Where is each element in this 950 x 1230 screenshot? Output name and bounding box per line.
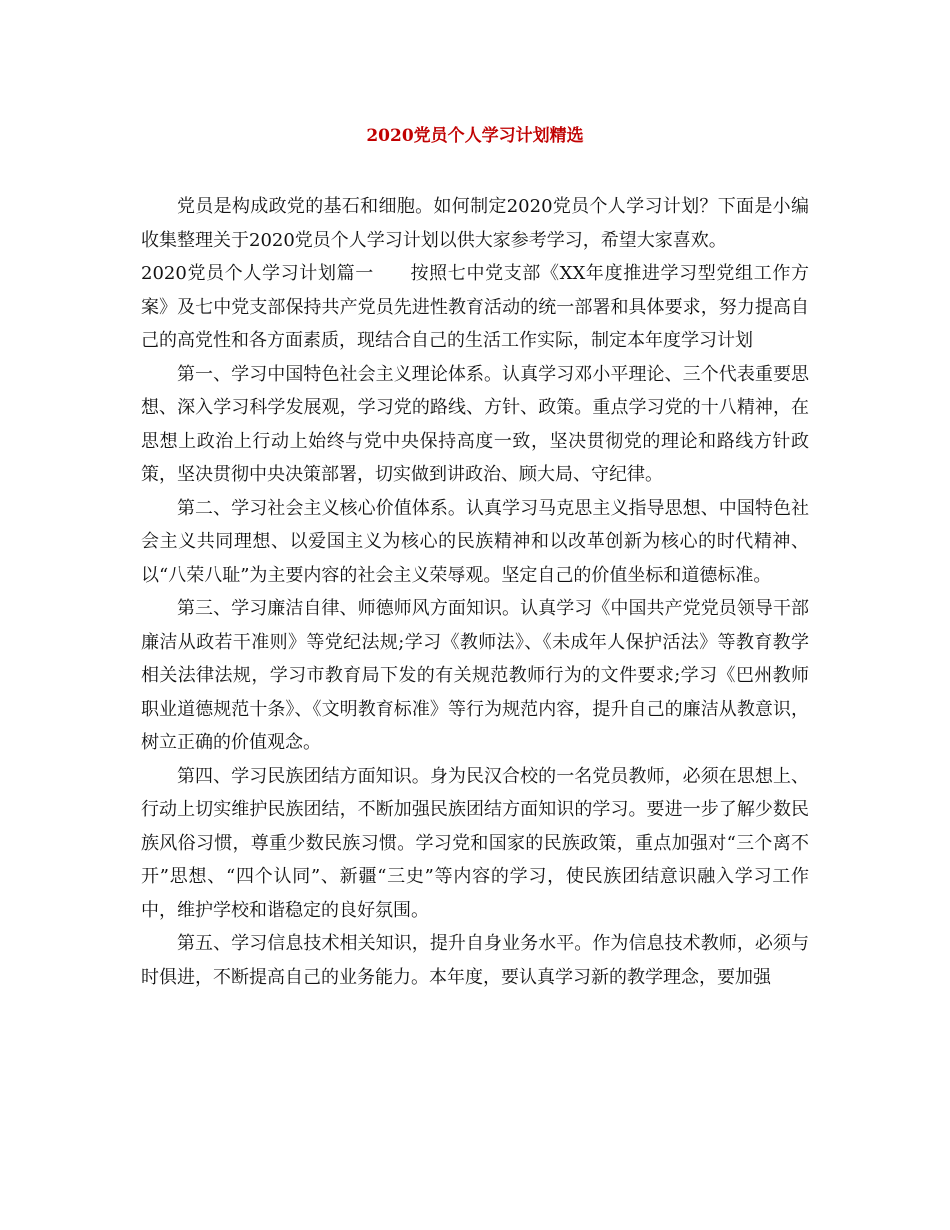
document-title: 2020党员个人学习计划精选 — [366, 126, 584, 146]
paragraph-1: 第一、学习中国特色社会主义理论体系。认真学习邓小平理论、三个代表重要思想、深入学习科学发展观，学习党的路线、方针、政策。重点学习党的十八精神，在思想上政治上行动上始终与党中央保持高度一致，坚决贯彻党的理论和路线方针政策，坚决贯彻中央决策部署，切实做到讲政治、顾大局、守纪律。 — [141, 363, 809, 485]
paragraph-5: 第五、学习信息技术相关知识，提升自身业务水平。作为信息技术教师，必须与时俱进，不断提高自己的业务能力。本年度，要认真学习新的教学理念，要加强 — [141, 933, 809, 988]
section-paragraph — [141, 257, 809, 358]
paragraph-3: 第三、学习廉洁自律、师德师风方面知识。认真学习《中国共产党党员领导干部廉洁从政若干准则》等党纪法规;学习《教师法》、《未成年人保护活法》等教育教学相关法律法规，学习市教育局下发的有关规范教师行为的文件要求;学习《巴州教师职业道德规范十条》、《文明教育标准》等行为规范内容，提升自己的廉洁从教意识，树立正确的价值观念。 — [141, 598, 809, 753]
section-label: 2020党员个人学习计划篇一 — [141, 263, 374, 284]
document-body — [141, 190, 809, 994]
intro-paragraph: 党员是构成政党的基石和细胞。如何制定2020党员个人学习计划？下面是小编收集整理关于2020党员个人学习计划以供大家参考学习，希望大家喜欢。 — [141, 196, 809, 251]
paragraph-2: 第二、学习社会主义核心价值体系。认真学习马克思主义指导思想、中国特色社会主义共同理想、以爱国主义为核心的民族精神和以改革创新为核心的时代精神、以“八荣八耻”为主要内容的社会主义荣辱观。坚定自己的价值坐标和道德标准。 — [141, 497, 809, 586]
paragraph-4: 第四、学习民族团结方面知识。身为民汉合校的一名党员教师，必须在思想上、行动上切实维护民族团结，不断加强民族团结方面知识的学习。要进一步了解少数民族风俗习惯，尊重少数民族习惯。学习党和国家的民族政策，重点加强对“三个离不开”思想、“四个认同”、新疆“三史”等内容的学习，使民族团结意识融入学习工作中，维护学校和谐稳定的良好氛围。 — [141, 765, 809, 921]
section-text: 按照七中党支部《XX年度推进学习型党组工作方案》及七中党支部保持共产党员先进性教育活动的统一部署和具体要求，努力提高自己的高党性和各方面素质，现结合自己的生活工作实际，制定本年度学习计划 — [141, 263, 809, 351]
